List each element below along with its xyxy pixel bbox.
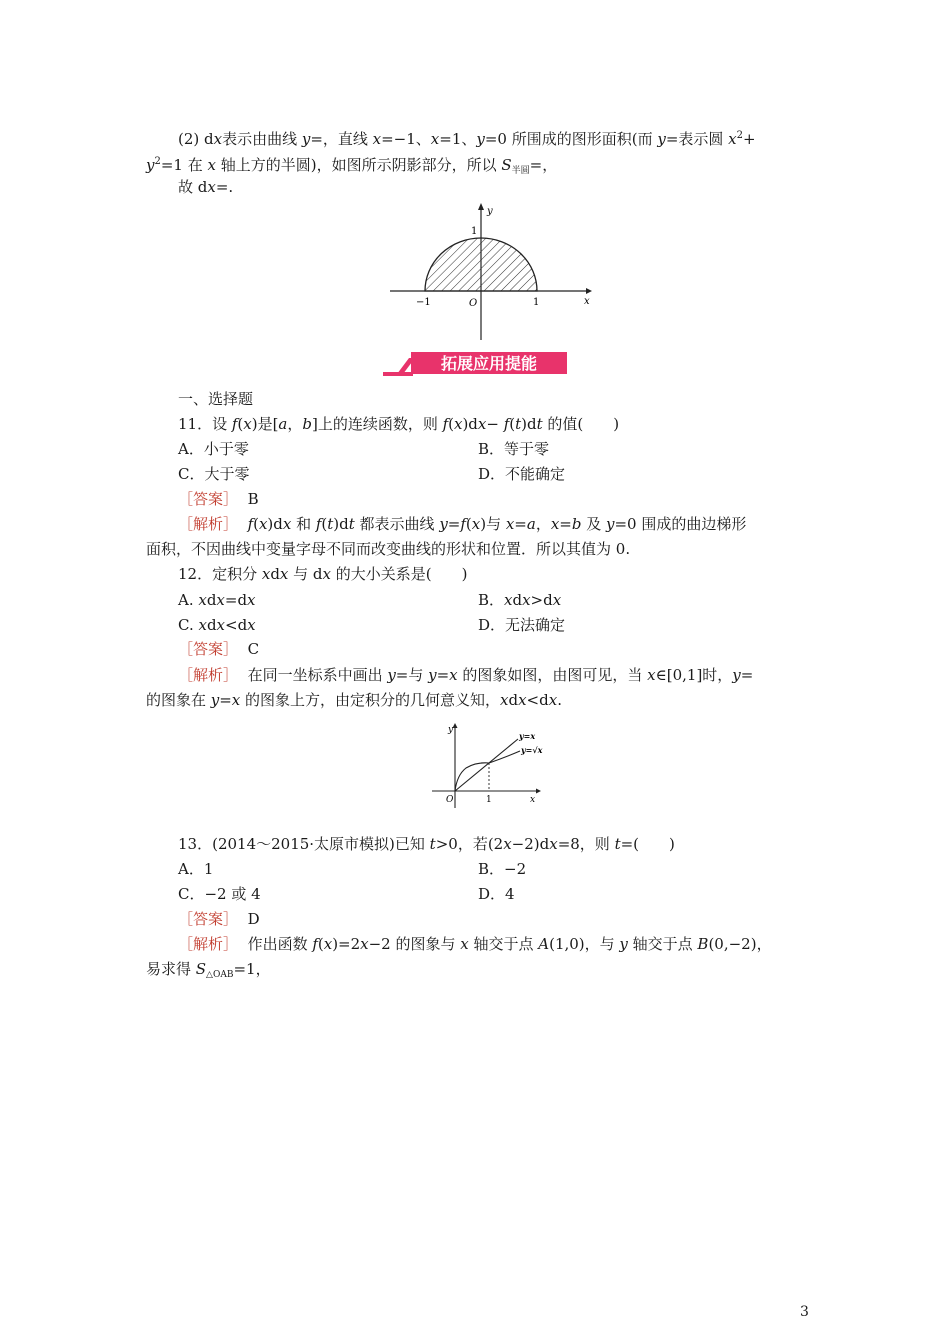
q12-option-a: A. 𝑥d𝑥=d𝑥 xyxy=(178,591,256,609)
line-y-equals-x xyxy=(455,739,518,791)
q12-option-c: C. 𝑥d𝑥<d𝑥 xyxy=(178,616,256,634)
q11-stem: 11．设 𝑓(𝑥)是[𝑎，𝑏]上的连续函数，则 𝑓(𝑥)d𝑥− 𝑓(𝑡)d𝑡 的值( ) xyxy=(178,415,620,433)
q13-stem: 13．(2014～2015·太原市模拟)已知 𝑡>0，若(2𝑥−2)d𝑥=8，则 𝑡=( ) xyxy=(178,835,675,853)
answer-tag: ［答案］ xyxy=(178,640,239,658)
intro-sub-2: 半圆 xyxy=(511,166,530,176)
line-label: y=x xyxy=(519,731,536,741)
q12-option-d: D．无法确定 xyxy=(478,616,566,634)
intro-line-3: 故 d𝑥=. xyxy=(178,178,234,196)
origin-label: O xyxy=(446,795,454,805)
q11-option-b: B．等于零 xyxy=(478,440,550,458)
answer-value: C xyxy=(247,640,260,658)
q13-option-a: A．1 xyxy=(178,860,214,878)
answer-value: D xyxy=(247,910,260,928)
q13-option-b: B．−2 xyxy=(478,860,527,878)
intro-sup-1: 2 xyxy=(736,130,743,141)
analysis-tag: ［解析］ xyxy=(178,515,239,533)
q13-option-c: C．−2 或 4 xyxy=(178,885,261,903)
curve-label: y=√x xyxy=(521,745,543,755)
q13-option-d: D．4 xyxy=(478,885,515,903)
q12-analysis-1 xyxy=(178,665,753,685)
intro-end-1: + xyxy=(743,130,756,148)
semicircle-figure xyxy=(388,200,598,342)
q12-answer xyxy=(178,639,259,659)
intro-text-2b: =1 在 𝑥 轴上方的半圆)，如图所示阴影部分，所以 𝑆 xyxy=(160,156,512,174)
x-tick-1: 1 xyxy=(486,795,492,805)
y-axis-label: y xyxy=(448,725,454,735)
x-axis-label: x xyxy=(530,795,536,805)
q11-option-a: A．小于零 xyxy=(178,440,249,458)
analysis-tag: ［解析］ xyxy=(178,935,239,953)
q11-option-c: C．大于零 xyxy=(178,465,250,483)
curve-y-equals-sqrt-x xyxy=(455,751,520,791)
x-axis-label: x xyxy=(584,296,590,307)
analysis-text-a: 易求得 𝑆 xyxy=(146,960,207,978)
intro-text-2a: 𝑦 xyxy=(146,156,155,174)
analysis-tag: ［解析］ xyxy=(178,666,239,684)
q11-option-d: D．不能确定 xyxy=(478,465,566,483)
shaded-semicircle xyxy=(425,238,537,291)
answer-tag: ［答案］ xyxy=(178,910,239,928)
x-tick-1: 1 xyxy=(533,297,540,308)
q11-analysis-1 xyxy=(178,514,746,534)
analysis-text: 𝑓(𝑥)d𝑥 和 𝑓(𝑡)d𝑡 都表示曲线 𝑦=𝑓(𝑥)与 𝑥=𝑎，𝑥=𝑏 及 𝑦=0 围成的曲边梯形 xyxy=(247,515,747,533)
q13-analysis-2 xyxy=(146,959,271,985)
answer-value: B xyxy=(247,490,259,508)
origin-label: O xyxy=(469,298,478,309)
y-axis-label: y xyxy=(487,206,493,217)
intro-text-2c: =， xyxy=(529,156,558,174)
y-axis-arrow xyxy=(478,203,484,210)
analysis-text: 在同一坐标系中画出 𝑦=与 𝑦=𝑥 的图象如图，由图可见，当 𝑥∈[0,1]时，𝑦= xyxy=(247,666,754,684)
intro-sup-2: 2 xyxy=(154,156,161,167)
q12-option-b: B．𝑥d𝑥>d𝑥 xyxy=(478,591,562,609)
analysis-text-b: =1， xyxy=(233,960,271,978)
analysis-text: 作出函数 𝑓(𝑥)=2𝑥−2 的图象与 𝑥 轴交于点 𝐴(1,0)，与 𝑦 轴交于点 𝐵(0,−2)， xyxy=(247,935,772,953)
x-tick-neg1: −1 xyxy=(416,297,431,308)
intro-line-1 xyxy=(178,126,756,149)
banner-title: 拓展应用提能 xyxy=(440,354,538,373)
x-axis-arrow xyxy=(536,789,541,794)
q11-analysis-2: 面积，不因曲线中变量字母不同而改变曲线的形状和位置．所以其值为 0. xyxy=(146,540,631,558)
intro-text-1: (2) d𝑥表示由曲线 𝑦=，直线 𝑥=−1、𝑥=1、𝑦=0 所围成的图形面积(而 𝑦=表示圆 𝑥 xyxy=(178,130,737,148)
section-banner xyxy=(383,350,570,378)
q13-answer xyxy=(178,909,260,929)
q11-answer xyxy=(178,489,259,509)
y-axis-arrow xyxy=(453,723,458,728)
y-tick-1: 1 xyxy=(471,226,478,237)
analysis-sub: △OAB xyxy=(206,970,234,980)
page-number: 3 xyxy=(800,1304,809,1320)
sqrt-line-figure xyxy=(428,720,548,812)
q12-analysis-2: 的图象在 𝑦=𝑥 的图象上方，由定积分的几何意义知，𝑥d𝑥<d𝑥. xyxy=(146,691,562,709)
section-title: 一、选择题 xyxy=(178,390,254,408)
x-axis-arrow xyxy=(586,288,592,294)
q13-analysis-1 xyxy=(178,934,772,954)
answer-tag: ［答案］ xyxy=(178,490,239,508)
q12-stem: 12．定积分 𝑥d𝑥 与 d𝑥 的大小关系是( ) xyxy=(178,565,468,583)
